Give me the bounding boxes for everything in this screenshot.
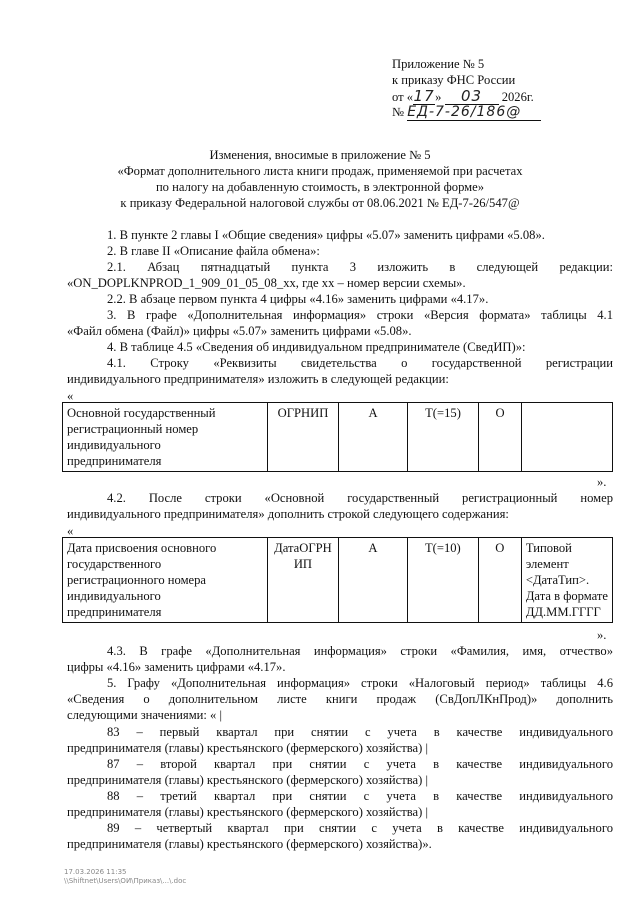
footer-path: \\Shiftnet\Users\ОИ\Приказ\...\.doc: [64, 877, 187, 885]
cell-required: О: [479, 403, 522, 472]
date-sep: »: [435, 90, 442, 104]
quarter-88-a: 88 – третий квартал при снятии с учета в качестве индивидуального: [107, 789, 613, 803]
para-4-3-a: 4.3. В графе «Дополнительная информация» строки «Фамилия, имя, отчество»: [107, 644, 613, 658]
cell-name: [63, 538, 268, 623]
cell-code-line: ДатаОГРН: [274, 541, 332, 555]
title-line2: «Формат дополнительного листа книги продаж, применяемой при расчетах: [117, 164, 523, 178]
cell-extra-line: ДД.ММ.ГГГГ: [525, 605, 601, 619]
open-quote-1: «: [67, 389, 74, 403]
para-3-b: «Файл обмена (Файл)» цифры «5.07» заменить цифрами «5.08».: [67, 324, 412, 338]
cell-extra-line: элемент: [525, 557, 569, 571]
para-3-a: 3. В графе «Дополнительная информация» строки «Версия формата» таблицы 4.1: [107, 308, 613, 322]
quarter-83-a: 83 – первый квартал при снятии с учета в качестве индивидуального: [107, 725, 613, 739]
para-5-c: следующими значениями: « |: [67, 708, 223, 722]
date-suffix: г.: [526, 90, 534, 104]
para-4-3-b: цифры «4.16» заменить цифрами «4.17».: [67, 660, 286, 674]
cell-name-line: индивидуального: [67, 438, 161, 452]
quarter-83-b: предпринимателя (главы) крестьянского (фермерского) хозяйства) |: [67, 741, 428, 755]
cell-name-line: предпринимателя: [67, 454, 162, 468]
appendix-date: [392, 88, 534, 105]
appendix-line2: к приказу ФНС России: [392, 73, 516, 87]
cell-format: Т(=15): [408, 403, 479, 472]
cell-type: А: [338, 538, 407, 623]
cell-code-line: ИП: [293, 557, 313, 571]
close-quote-2: ».: [597, 628, 607, 642]
table-row: [63, 538, 613, 623]
cell-extra-line: Дата в формате: [525, 589, 608, 603]
quarter-87-b: предпринимателя (главы) крестьянского (фермерского) хозяйства) |: [67, 773, 428, 787]
appendix-line1: Приложение № 5: [392, 57, 485, 71]
quarter-89-a: 89 – четвертый квартал при снятии с учета в качестве индивидуального: [107, 821, 613, 835]
para-4-1-a: 4.1. Строку «Реквизиты свидетельства о государственной регистрации: [107, 356, 613, 370]
footer-timestamp: 17.03.2026 11:35: [64, 868, 127, 876]
para-1: 1. В пункте 2 главы I «Общие сведения» цифры «5.07» заменить цифрами «5.08».: [107, 228, 545, 242]
para-2-2: 2.2. В абзаце первом пункта 4 цифры «4.16» заменить цифрами «4.17».: [107, 292, 489, 306]
cell-name-line: Дата присвоения основного: [67, 541, 217, 555]
cell-name-line: государственного: [67, 557, 162, 571]
cell-type: А: [339, 403, 408, 472]
quarter-87-a: 87 – второй квартал при снятии с учета в качестве индивидуального: [107, 757, 613, 771]
cell-format: Т(=10): [407, 538, 478, 623]
cell-extra: [522, 403, 613, 472]
title-line3: по налогу на добавленную стоимость, в электронной форме»: [155, 180, 485, 194]
para-2: 2. В главе II «Описание файла обмена»:: [107, 244, 320, 258]
close-quote-1: ».: [597, 475, 607, 489]
para-4-2-a: 4.2. После строки «Основной государственный регистрационный номер: [107, 491, 613, 505]
para-2-1-b: «ON_DOPLKNPROD_1_909_01_05_08_xx, где xx – номер версии схемы».: [67, 276, 466, 290]
appendix-number: [392, 104, 541, 121]
cell-name-line: Основной государственный: [67, 406, 216, 420]
title-line4: к приказу Федеральной налоговой службы от 08.06.2021 № ЕД-7-26/547@: [120, 196, 520, 210]
para-2-1-a: 2.1. Абзац пятнадцатый пункта 3 изложить в следующей редакции:: [107, 260, 613, 274]
cell-name-line: регистрационного номера: [67, 573, 207, 587]
quarter-88-b: предпринимателя (главы) крестьянского (фермерского) хозяйства) |: [67, 805, 428, 819]
para-5-b: «Сведения о дополнительном листе книги продаж (СвДопЛКнПрод)» дополнить: [67, 692, 613, 706]
para-4: 4. В таблице 4.5 «Сведения об индивидуальном предпринимателе (СведИП)»:: [107, 340, 526, 354]
cell-name-line: предпринимателя: [67, 605, 162, 619]
cell-name-line: индивидуального: [67, 589, 161, 603]
date-year: 2026: [501, 90, 527, 104]
table-ip-registration: [62, 402, 613, 472]
date-month: 03: [445, 88, 499, 105]
number-value: ЕД-7-26/186@: [407, 104, 541, 121]
cell-code: [267, 538, 338, 623]
table-row: [63, 403, 613, 472]
date-day: 17: [413, 87, 435, 105]
para-4-1-b: индивидуального предпринимателя» изложить в следующей редакции:: [67, 372, 449, 386]
para-5-a: 5. Графу «Дополнительная информация» строки «Налоговый период» таблицы 4.6: [107, 676, 613, 690]
cell-name: [63, 403, 268, 472]
quarter-89-b: предпринимателя (главы) крестьянского (фермерского) хозяйства)».: [67, 837, 432, 851]
number-prefix: №: [392, 105, 405, 119]
para-4-2-b: индивидуального предпринимателя» дополнить строкой следующего содержания:: [67, 507, 509, 521]
cell-extra-line: Типовой: [525, 541, 572, 555]
cell-extra: [521, 538, 612, 623]
cell-code: ОГРНИП: [268, 403, 339, 472]
date-prefix: от «: [392, 90, 414, 104]
cell-required: О: [478, 538, 521, 623]
title-line1: Изменения, вносимые в приложение № 5: [209, 148, 431, 162]
table-ogrnip-date: [62, 537, 613, 623]
cell-name-line: регистрационный номер: [67, 422, 199, 436]
open-quote-2: «: [67, 524, 74, 538]
cell-extra-line: <ДатаТип>.: [525, 573, 590, 587]
